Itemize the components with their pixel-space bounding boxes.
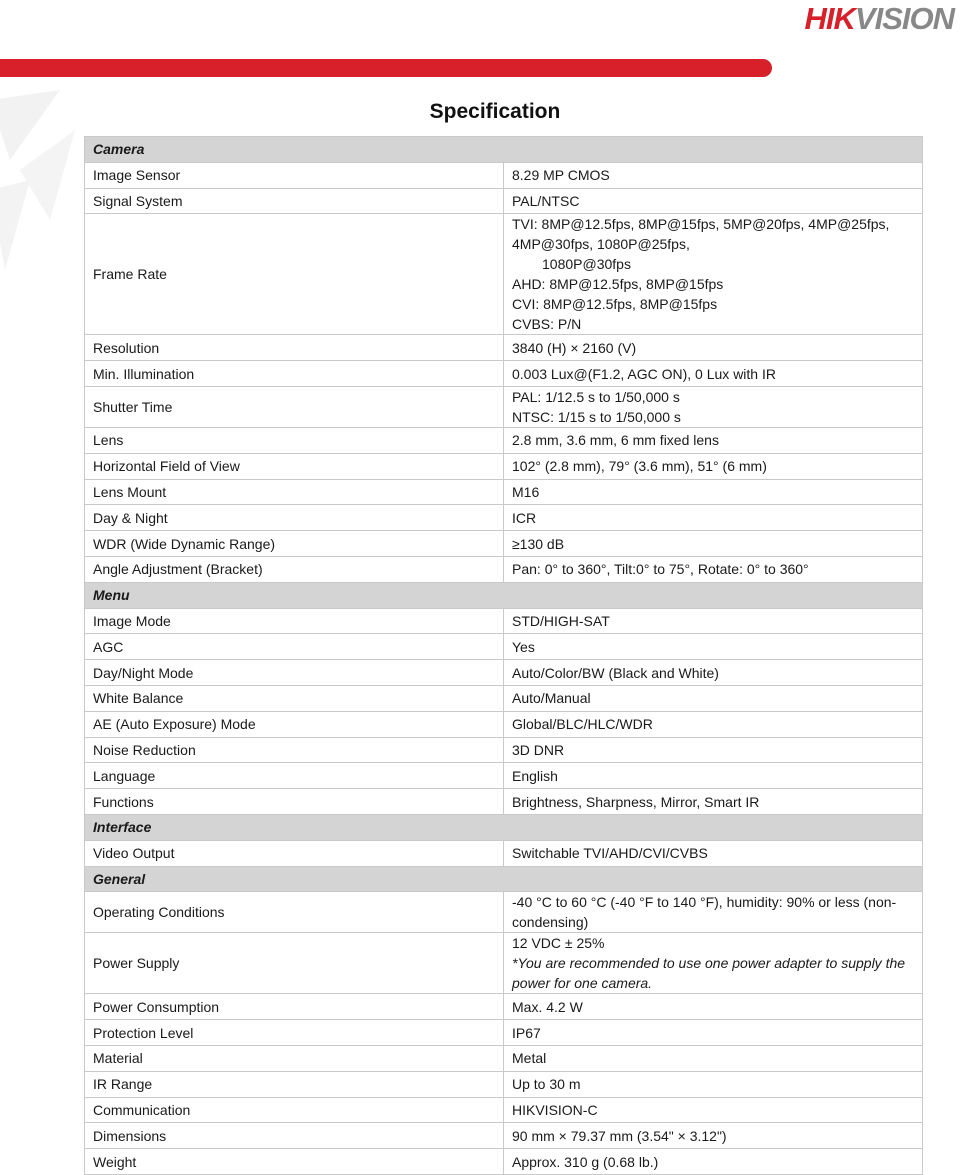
spec-value-line: Auto/Manual <box>512 690 591 707</box>
section-title: Interface <box>85 814 923 840</box>
spec-value-line: Metal <box>512 1050 547 1067</box>
spec-value <box>504 1071 923 1097</box>
spec-key: Lens <box>85 427 504 453</box>
spec-value-line: NTSC: 1/15 s to 1/50,000 s <box>512 408 681 425</box>
spec-value-line: ≥130 dB <box>512 535 565 552</box>
spec-value-line: CVBS: P/N <box>512 316 582 333</box>
spec-key: IR Range <box>85 1071 504 1097</box>
spec-row <box>85 685 923 711</box>
spec-row <box>85 556 923 582</box>
spec-key: Image Sensor <box>85 162 504 188</box>
spec-value-line: Approx. 310 g (0.68 lb.) <box>512 1153 659 1170</box>
spec-key: Horizontal Field of View <box>85 453 504 479</box>
spec-key: Image Mode <box>85 608 504 634</box>
spec-key: Power Supply <box>85 933 504 994</box>
spec-value <box>504 162 923 188</box>
spec-value <box>504 188 923 214</box>
spec-value-line: PAL: 1/12.5 s to 1/50,000 s <box>512 388 680 405</box>
spec-value-line: 102° (2.8 mm), 79° (3.6 mm), 51° (6 mm) <box>512 458 767 475</box>
spec-value-note: *You are recommended to use one power adapter to supply the power for one camera. <box>512 955 906 992</box>
spec-row <box>85 453 923 479</box>
spec-row <box>85 1097 923 1123</box>
spec-value <box>504 361 923 387</box>
spec-value <box>504 531 923 557</box>
spec-key: Language <box>85 763 504 789</box>
spec-value <box>504 427 923 453</box>
spec-value <box>504 660 923 686</box>
spec-value <box>504 1123 923 1149</box>
spec-value <box>504 1149 923 1175</box>
spec-value <box>504 892 923 933</box>
spec-key: Operating Conditions <box>85 892 504 933</box>
section-header-general <box>85 866 923 892</box>
spec-value-line: 1080P@30fps <box>542 256 631 273</box>
spec-value-line: English <box>512 767 558 784</box>
spec-value-line: 12 VDC ± 25% <box>512 935 605 952</box>
spec-key: Angle Adjustment (Bracket) <box>85 556 504 582</box>
spec-key: Resolution <box>85 335 504 361</box>
spec-row <box>85 361 923 387</box>
spec-row <box>85 427 923 453</box>
spec-value-line: CVI: 8MP@12.5fps, 8MP@15fps <box>512 296 718 313</box>
spec-key: Shutter Time <box>85 386 504 427</box>
section-title: General <box>85 866 923 892</box>
spec-value-line: Switchable TVI/AHD/CVI/CVBS <box>512 845 708 862</box>
spec-value-line: IP67 <box>512 1024 541 1041</box>
spec-value <box>504 789 923 815</box>
section-title: Camera <box>85 137 923 163</box>
spec-value-line: Pan: 0° to 360°, Tilt:0° to 75°, Rotate: 0° to 360° <box>512 561 809 578</box>
spec-row <box>85 737 923 763</box>
spec-key: Signal System <box>85 188 504 214</box>
spec-value-line: Auto/Color/BW (Black and White) <box>512 664 719 681</box>
spec-key: Min. Illumination <box>85 361 504 387</box>
spec-key: White Balance <box>85 685 504 711</box>
spec-row <box>85 531 923 557</box>
spec-key: Lens Mount <box>85 479 504 505</box>
section-header-interface <box>85 814 923 840</box>
spec-key: Communication <box>85 1097 504 1123</box>
spec-value-line: Global/BLC/HLC/WDR <box>512 716 653 733</box>
spec-key: Weight <box>85 1149 504 1175</box>
spec-row <box>85 335 923 361</box>
spec-value <box>504 505 923 531</box>
spec-row <box>85 188 923 214</box>
specification-table <box>84 136 923 1175</box>
spec-value-line: STD/HIGH-SAT <box>512 612 610 629</box>
spec-row <box>85 162 923 188</box>
spec-key: Protection Level <box>85 1020 504 1046</box>
spec-key: Material <box>85 1045 504 1071</box>
spec-row <box>85 386 923 427</box>
spec-value <box>504 386 923 427</box>
spec-key: WDR (Wide Dynamic Range) <box>85 531 504 557</box>
logo-part-vision: VISION <box>854 1 954 36</box>
spec-value <box>504 608 923 634</box>
spec-row <box>85 994 923 1020</box>
spec-value-line: 3D DNR <box>512 741 565 758</box>
spec-row <box>85 933 923 994</box>
spec-row <box>85 892 923 933</box>
spec-value-line: Brightness, Sharpness, Mirror, Smart IR <box>512 793 760 810</box>
spec-value <box>504 479 923 505</box>
header-red-bar <box>0 59 772 77</box>
spec-key: Frame Rate <box>85 214 504 335</box>
spec-value-line: HIKVISION-C <box>512 1101 598 1118</box>
spec-row <box>85 505 923 531</box>
spec-key: Dimensions <box>85 1123 504 1149</box>
spec-row <box>85 1045 923 1071</box>
spec-value-line: Up to 30 m <box>512 1076 581 1093</box>
spec-value <box>504 453 923 479</box>
spec-row <box>85 1020 923 1046</box>
spec-value-line: AHD: 8MP@12.5fps, 8MP@15fps <box>512 276 724 293</box>
spec-value-line: Yes <box>512 638 535 655</box>
spec-row <box>85 1149 923 1175</box>
spec-row <box>85 1123 923 1149</box>
spec-row <box>85 634 923 660</box>
page-title: Specification <box>429 100 561 123</box>
spec-value-line: M16 <box>512 483 540 500</box>
spec-value-line: 0.003 Lux@(F1.2, AGC ON), 0 Lux with IR <box>512 365 776 382</box>
spec-row <box>85 763 923 789</box>
spec-value <box>504 1045 923 1071</box>
spec-value <box>504 763 923 789</box>
spec-value <box>504 335 923 361</box>
spec-row <box>85 479 923 505</box>
spec-value-line: -40 °C to 60 °C (-40 °F to 140 °F), humidity: 90% or less (non-condensing) <box>512 894 897 931</box>
spec-value <box>504 634 923 660</box>
spec-value-line: Max. 4.2 W <box>512 998 583 1015</box>
spec-value <box>504 214 923 335</box>
spec-value <box>504 711 923 737</box>
spec-row <box>85 711 923 737</box>
section-header-camera <box>85 137 923 163</box>
spec-value-line: TVI: 8MP@12.5fps, 8MP@15fps, 5MP@20fps, 4MP@25fps, 4MP@30fps, 1080P@25fps, <box>512 216 890 253</box>
spec-key: Noise Reduction <box>85 737 504 763</box>
spec-value-line: 8.29 MP CMOS <box>512 167 610 184</box>
section-header-menu <box>85 582 923 608</box>
spec-value-line: 2.8 mm, 3.6 mm, 6 mm fixed lens <box>512 432 719 449</box>
spec-key: Day/Night Mode <box>85 660 504 686</box>
spec-value <box>504 994 923 1020</box>
section-title: Menu <box>85 582 923 608</box>
logo-part-hik: HIK <box>804 1 855 36</box>
spec-value-line: 90 mm × 79.37 mm (3.54" × 3.12") <box>512 1127 727 1144</box>
spec-key: AGC <box>85 634 504 660</box>
spec-value <box>504 737 923 763</box>
spec-value <box>504 840 923 866</box>
spec-row <box>85 840 923 866</box>
spec-key: AE (Auto Exposure) Mode <box>85 711 504 737</box>
spec-key: Functions <box>85 789 504 815</box>
spec-value <box>504 685 923 711</box>
spec-value-line: ICR <box>512 509 537 526</box>
spec-key: Power Consumption <box>85 994 504 1020</box>
spec-row <box>85 1071 923 1097</box>
spec-value <box>504 556 923 582</box>
spec-row <box>85 214 923 335</box>
spec-value <box>504 933 923 994</box>
spec-value-line: 3840 (H) × 2160 (V) <box>512 339 637 356</box>
spec-row <box>85 608 923 634</box>
spec-value <box>504 1097 923 1123</box>
spec-key: Day & Night <box>85 505 504 531</box>
spec-row <box>85 660 923 686</box>
spec-row <box>85 789 923 815</box>
hikvision-logo <box>805 2 954 36</box>
spec-key: Video Output <box>85 840 504 866</box>
spec-value <box>504 1020 923 1046</box>
spec-value-line: PAL/NTSC <box>512 192 580 209</box>
